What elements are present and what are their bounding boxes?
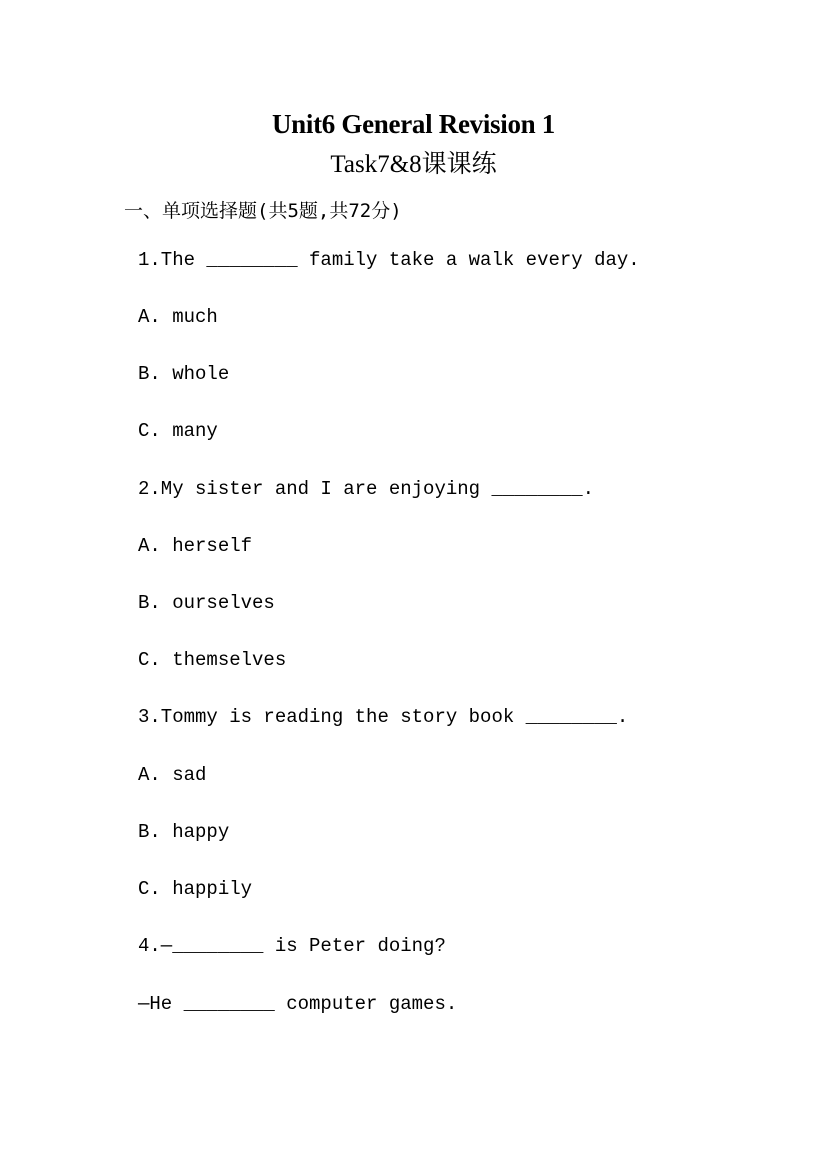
question-2-option-a: A. herself	[138, 535, 253, 557]
question-1: 1.The ________ family take a walk every day.	[138, 249, 640, 271]
question-3-option-b: B. happy	[138, 821, 230, 843]
document-title: Unit6 General Revision 1	[271, 109, 556, 139]
question-4: 4.—________ is Peter doing?	[138, 935, 446, 957]
question-1-option-c: C. many	[138, 420, 218, 442]
section-heading: 一、单项选择题(共5题,共72分)	[124, 200, 402, 222]
question-2-option-b: B. ourselves	[138, 592, 275, 614]
question-2-option-c: C. themselves	[138, 649, 287, 671]
question-3-option-a: A. sad	[138, 764, 207, 786]
question-4-answer-line: —He ________ computer games.	[138, 993, 458, 1015]
document-subtitle: Task7&8课课练	[330, 151, 497, 178]
question-2: 2.My sister and I are enjoying ________.	[138, 478, 595, 500]
question-1-option-b: B. whole	[138, 363, 230, 385]
question-1-option-a: A. much	[138, 306, 218, 328]
question-3: 3.Tommy is reading the story book ________.	[138, 706, 629, 728]
question-3-option-c: C. happily	[138, 878, 253, 900]
